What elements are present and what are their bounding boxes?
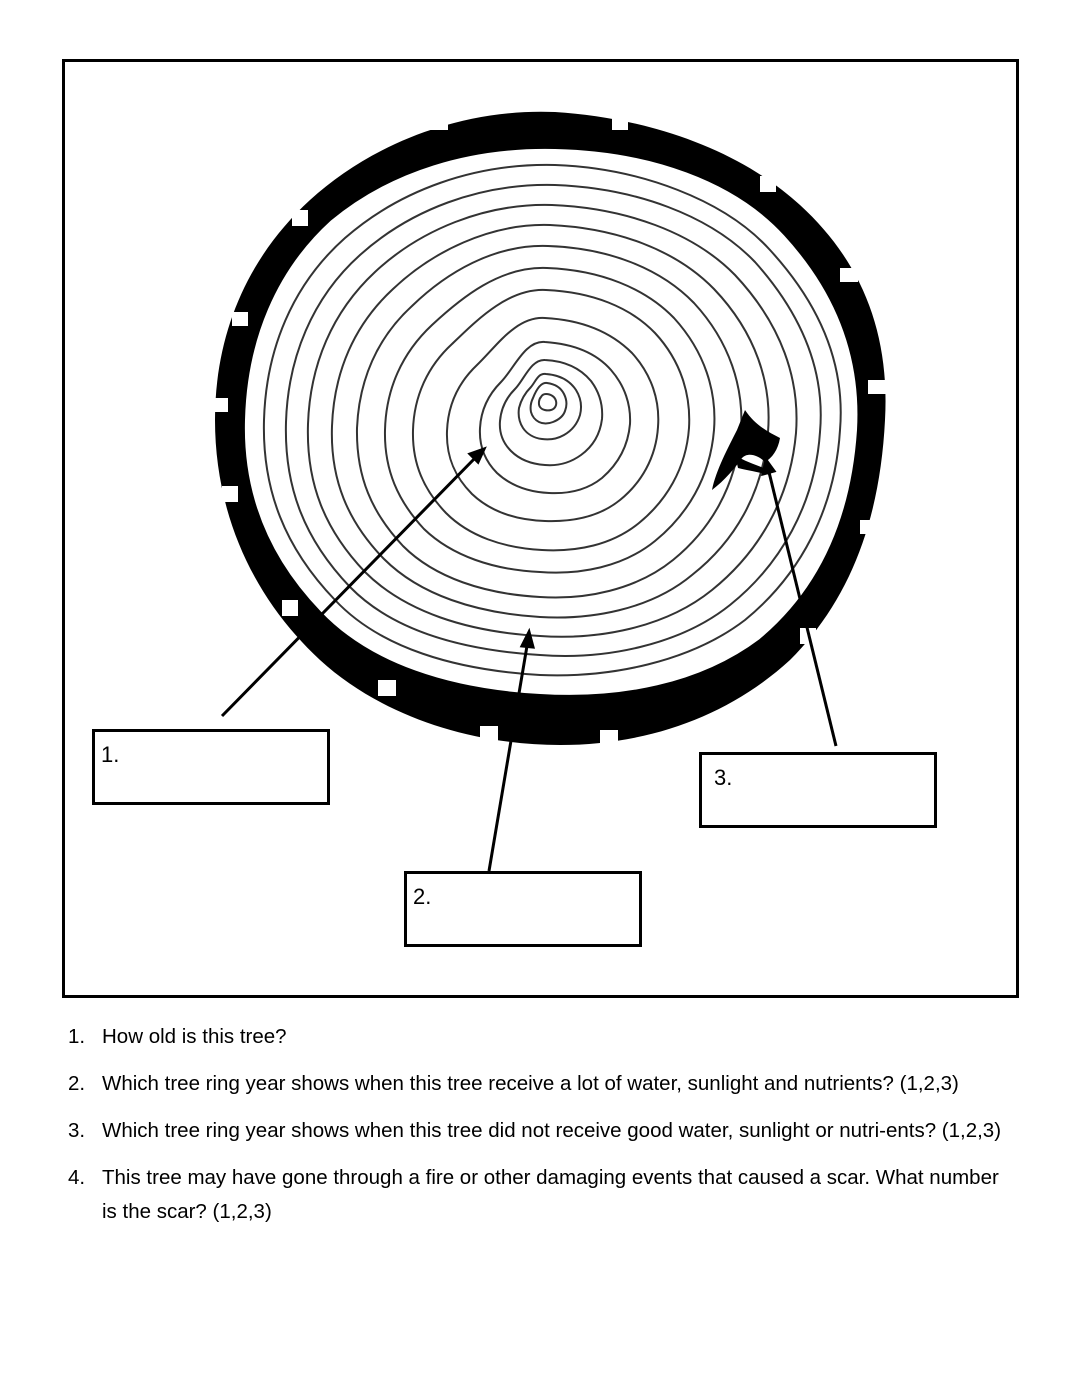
question-number: 4. xyxy=(68,1166,86,1189)
question-item xyxy=(68,1161,1018,1229)
question-text: How old is this tree? xyxy=(102,1025,287,1048)
question-text: Which tree ring year shows when this tree receive a lot of water, sunlight and nutrients? (1,2,3) xyxy=(102,1072,959,1095)
question-number: 1. xyxy=(68,1025,86,1048)
answer-box-2[interactable] xyxy=(404,871,642,947)
question-item xyxy=(68,1114,1018,1148)
answer-box-2-label: 2. xyxy=(413,884,432,909)
question-number: 3. xyxy=(68,1119,86,1142)
question-text: This tree may have gone through a fire or other damaging events that caused a scar. What number is the scar? (1,2,3) xyxy=(102,1166,999,1223)
question-number: 2. xyxy=(68,1072,86,1095)
question-item xyxy=(68,1020,1018,1054)
question-text: Which tree ring year shows when this tree did not receive good water, sunlight or nutri-ents? (1,2,3) xyxy=(102,1119,1002,1142)
answer-box-3-label: 3. xyxy=(714,765,733,790)
answer-box-1[interactable] xyxy=(92,729,330,805)
answer-box-3[interactable] xyxy=(699,752,937,828)
question-list xyxy=(68,1020,1018,1242)
question-item xyxy=(68,1067,1018,1101)
answer-box-1-label: 1. xyxy=(101,742,120,767)
